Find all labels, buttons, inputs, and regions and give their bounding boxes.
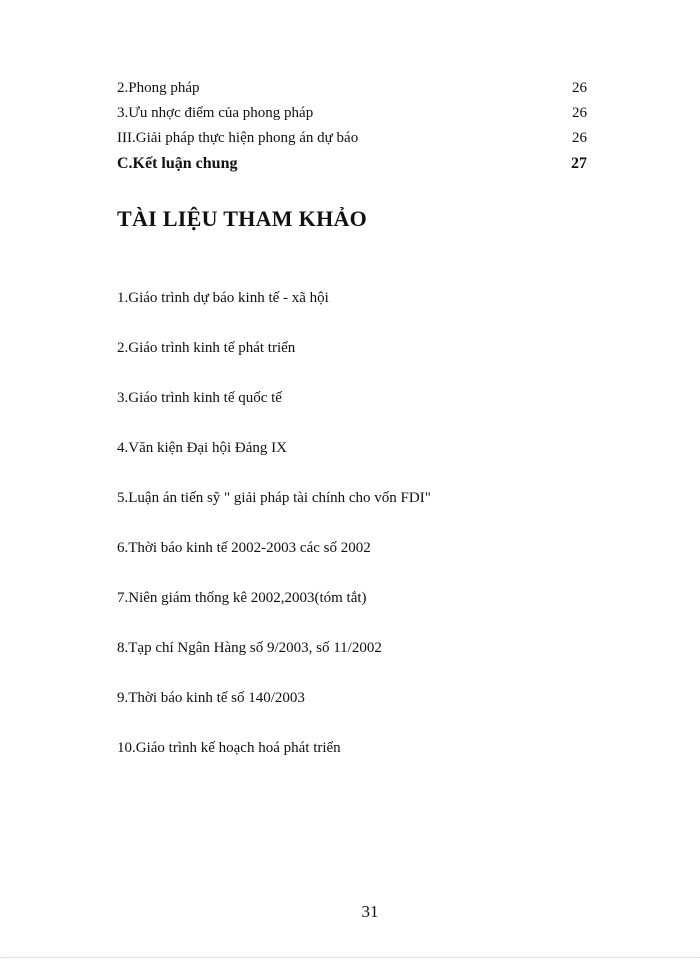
reference-item: 10.Giáo trình kế hoạch hoá phát triển <box>117 740 341 756</box>
table-of-contents <box>117 80 587 180</box>
reference-item: 9.Thời báo kinh tế số 140/2003 <box>117 690 305 706</box>
toc-entry <box>117 130 587 155</box>
toc-entry-conclusion <box>117 155 587 180</box>
reference-item: 5.Luận án tiến sỹ " giải pháp tài chính cho vốn FDI" <box>117 490 431 506</box>
references-list <box>117 288 587 788</box>
reference-item: 3.Giáo trình kinh tế quốc tế <box>117 390 282 406</box>
page-bottom-divider <box>0 957 700 958</box>
toc-entry-page: 26 <box>572 130 587 146</box>
toc-entry-title: 2.Phong pháp <box>117 80 200 96</box>
reference-item: 8.Tạp chí Ngân Hàng số 9/2003, số 11/2002 <box>117 640 382 656</box>
reference-item: 7.Niên giám thống kê 2002,2003(tóm tắt) <box>117 590 367 606</box>
toc-entry <box>117 105 587 130</box>
toc-entry <box>117 80 587 105</box>
toc-entry-title: III.Giải pháp thực hiện phong án dự báo <box>117 130 359 146</box>
reference-item: 4.Văn kiện Đại hội Đảng IX <box>117 440 287 456</box>
page-number: 31 <box>361 902 379 921</box>
reference-item: 1.Giáo trình dự báo kinh tế - xã hội <box>117 290 329 306</box>
toc-entry-page: 27 <box>571 155 587 172</box>
toc-entry-page: 26 <box>572 80 587 96</box>
toc-entry-title: C.Kết luận chung <box>117 155 238 172</box>
toc-entry-page: 26 <box>572 105 587 121</box>
reference-item: 2.Giáo trình kinh tế phát triển <box>117 340 296 356</box>
toc-entry-title: 3.Ưu nhợc điểm của phong pháp <box>117 105 314 121</box>
reference-item: 6.Thời báo kinh tế 2002-2003 các số 2002 <box>117 540 371 556</box>
references-heading: TÀI LIỆU THAM KHẢO <box>117 206 368 231</box>
